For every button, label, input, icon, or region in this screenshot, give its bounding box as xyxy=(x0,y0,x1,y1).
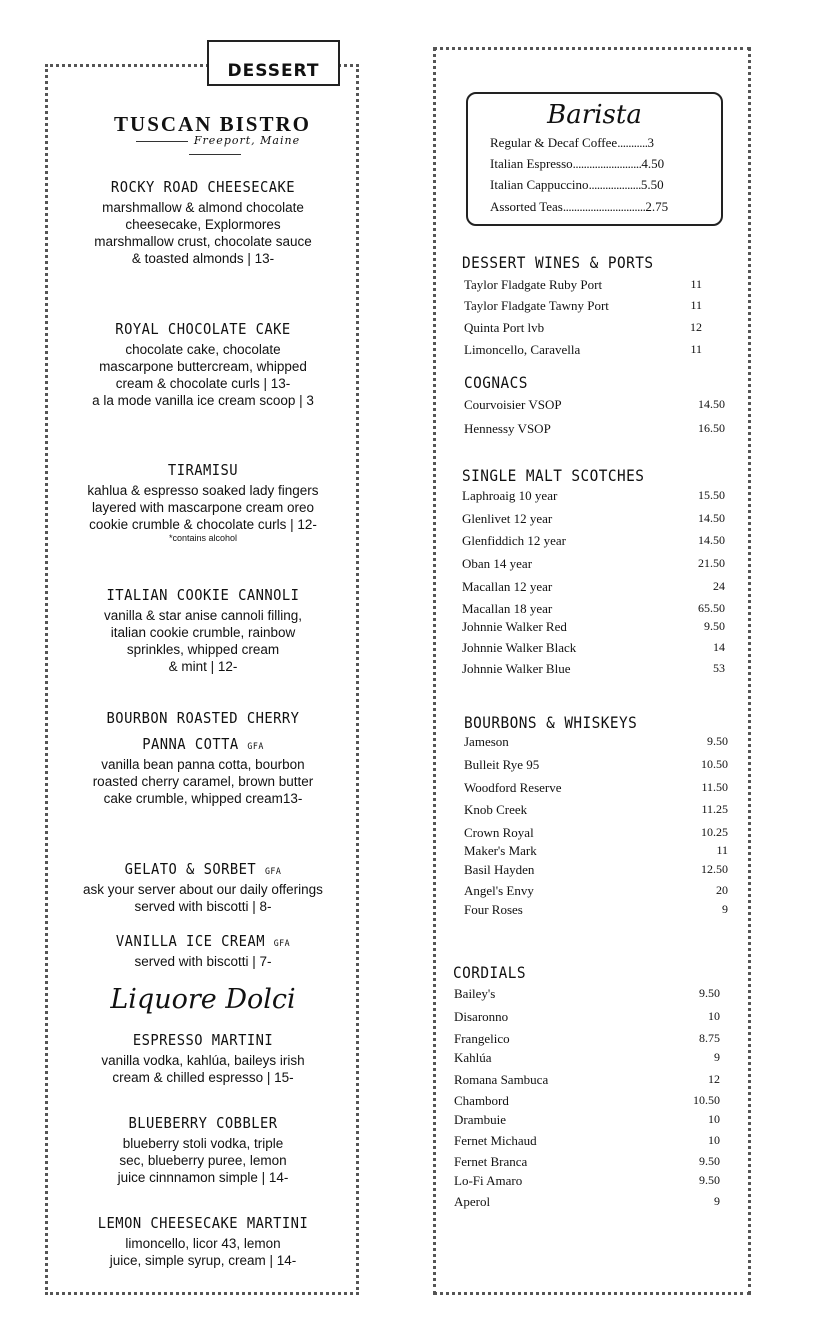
drink-name: Fernet Michaud xyxy=(454,1133,537,1148)
dessert-description: chocolate cake, chocolate mascarpone buttercream, whipped cream & chocolate curls | 13- a la mode vanilla ice cream scoop | 3 xyxy=(92,342,314,408)
drink-price: 14 xyxy=(713,640,725,654)
drink-name: Johnnie Walker Red xyxy=(462,619,567,634)
cocktail-item xyxy=(72,1114,334,1186)
drink-price: 10 xyxy=(708,1009,720,1023)
drink-price: 9.50 xyxy=(704,619,725,633)
drink-price: 21.50 xyxy=(698,556,725,570)
dessert-item xyxy=(72,320,334,409)
drink-name: Johnnie Walker Black xyxy=(462,640,577,655)
drink-price: 9.50 xyxy=(699,1173,720,1187)
dessert-name: ROYAL CHOCOLATE CAKE xyxy=(115,320,291,338)
drink-price: 11 xyxy=(690,342,702,356)
drink-name: Knob Creek xyxy=(464,802,528,817)
liquore-dolci-heading: Liquore Dolci xyxy=(110,984,296,1015)
dessert-description: vanilla bean panna cotta, bourbon roasted cherry caramel, brown butter cake crumble, whipped cream13- xyxy=(92,757,314,806)
dessert-name: TIRAMISU xyxy=(167,461,239,479)
dessert-description: ask your server about our daily offerings served with biscotti | 8- xyxy=(83,882,323,914)
dessert-item xyxy=(72,178,334,267)
drink-price: 9 xyxy=(714,1194,720,1208)
drink-name: Courvoisier VSOP xyxy=(464,397,562,412)
dessert-description: vanilla & star anise cannoli filling, italian cookie crumble, rainbow sprinkles, whipped cream & mint | 12- xyxy=(103,608,303,674)
drink-name: Frangelico xyxy=(454,1031,510,1046)
drink-name: Basil Hayden xyxy=(464,862,535,877)
drink-name: Hennessy VSOP xyxy=(464,421,551,436)
drink-name: Bulleit Rye 95 xyxy=(464,757,540,772)
drink-name: Johnnie Walker Blue xyxy=(462,661,571,676)
barista-title: Barista xyxy=(547,100,642,130)
drink-price: 9.50 xyxy=(699,986,720,1000)
barista-item: Italian Espresso.........................4.50 xyxy=(490,156,665,171)
gfa-tag: GFA xyxy=(247,742,264,752)
drink-name: Drambuie xyxy=(454,1112,506,1127)
drink-name: Woodford Reserve xyxy=(464,780,562,795)
dessert-name: GELATO & SORBET GFA xyxy=(124,860,282,878)
drink-name: Angel's Envy xyxy=(464,883,534,898)
dessert-name: ROCKY ROAD CHEESECAKE xyxy=(110,178,296,196)
cocktail-description: vanilla vodka, kahlúa, baileys irish cream & chilled espresso | 15- xyxy=(101,1053,305,1085)
drink-price: 14.50 xyxy=(698,397,725,411)
drink-price: 10 xyxy=(708,1133,720,1147)
drink-name: Macallan 12 year xyxy=(462,579,553,594)
drink-price: 16.50 xyxy=(698,421,725,435)
drink-price: 14.50 xyxy=(698,533,725,547)
cocktail-name: BLUEBERRY COBBLER xyxy=(128,1114,278,1132)
drink-name: Quinta Port lvb xyxy=(464,320,545,335)
drink-price: 12 xyxy=(690,320,702,334)
drink-name: Aperol xyxy=(454,1194,491,1209)
dessert-item xyxy=(72,709,334,807)
drink-price: 15.50 xyxy=(698,488,725,502)
dessert-item xyxy=(72,932,334,970)
drink-price: 53 xyxy=(713,661,725,675)
dessert-tab-label: DESSERT xyxy=(207,40,340,86)
drink-price: 11.50 xyxy=(701,780,728,794)
drink-price: 20 xyxy=(716,883,728,897)
drink-name: Disaronno xyxy=(454,1009,509,1024)
drink-price: 9.50 xyxy=(707,734,728,748)
drink-price: 9.50 xyxy=(699,1154,720,1168)
drink-name: Macallan 18 year xyxy=(462,601,553,616)
drink-name: Bailey's xyxy=(454,986,496,1001)
drink-name: Four Roses xyxy=(464,902,523,917)
drink-name: Crown Royal xyxy=(464,825,534,840)
barista-item: Assorted Teas..............................2.75 xyxy=(490,199,669,214)
dessert-description: marshmallow & almond chocolate cheesecake, Explormores marshmallow crust, chocolate sauce & toasted almonds | 13- xyxy=(94,200,312,266)
drink-price: 10.50 xyxy=(693,1093,720,1107)
drink-name: Chambord xyxy=(454,1093,509,1108)
dessert-item xyxy=(72,461,334,543)
drink-name: Oban 14 year xyxy=(462,556,533,571)
drink-price: 11.25 xyxy=(701,802,728,816)
section-title: COGNACS xyxy=(464,373,528,392)
drink-name: Kahlúa xyxy=(454,1050,492,1065)
drink-name: Maker's Mark xyxy=(464,843,537,858)
dessert-item xyxy=(72,860,334,915)
dessert-name: VANILLA ICE CREAM GFA xyxy=(115,932,291,950)
section-title: BOURBONS & WHISKEYS xyxy=(464,713,638,732)
drink-name: Laphroaig 10 year xyxy=(462,488,558,503)
drink-name: Taylor Fladgate Tawny Port xyxy=(464,298,609,313)
dessert-description: served with biscotti | 7- xyxy=(134,954,272,969)
alcohol-note: *contains alcohol xyxy=(168,533,238,543)
cocktail-description: blueberry stoli vodka, triple sec, blueberry puree, lemon juice cinnnamon simple | 14- xyxy=(117,1136,289,1185)
drink-price: 10.25 xyxy=(701,825,728,839)
cocktail-item xyxy=(72,1031,334,1086)
drink-price: 9 xyxy=(714,1050,720,1064)
drink-name: Fernet Branca xyxy=(454,1154,528,1169)
dessert-name: PANNA COTTA GFA xyxy=(142,735,264,753)
gfa-tag: GFA xyxy=(273,939,291,949)
drink-name: Lo-Fi Amaro xyxy=(454,1173,523,1188)
cocktail-name: ESPRESSO MARTINI xyxy=(132,1031,274,1049)
section-title: DESSERT WINES & PORTS xyxy=(462,253,654,272)
cocktail-item xyxy=(72,1214,334,1269)
drink-price: 12.50 xyxy=(701,862,728,876)
drink-price: 10 xyxy=(708,1112,720,1126)
drink-price: 8.75 xyxy=(699,1031,720,1045)
drink-price: 10.50 xyxy=(701,757,728,771)
drink-price: 11 xyxy=(690,298,702,312)
drink-price: 65.50 xyxy=(698,601,725,615)
barista-item: Regular & Decaf Coffee...........3 xyxy=(490,135,654,150)
cocktail-description: limoncello, licor 43, lemon juice, simple syrup, cream | 14- xyxy=(109,1236,297,1268)
drink-price: 14.50 xyxy=(698,511,725,525)
drink-price: 9 xyxy=(722,902,728,916)
drink-name: Limoncello, Caravella xyxy=(464,342,581,357)
drink-price: 24 xyxy=(713,579,725,593)
restaurant-name: TUSCAN BISTRO xyxy=(114,112,311,136)
dessert-description: kahlua & espresso soaked lady fingers layered with mascarpone cream oreo cookie crumble & chocolate curls | 12- xyxy=(87,483,319,532)
drink-name: Jameson xyxy=(464,734,509,749)
section-title: SINGLE MALT SCOTCHES xyxy=(462,466,645,485)
gfa-tag: GFA xyxy=(264,867,282,877)
section-title: CORDIALS xyxy=(453,963,526,982)
drink-name: Glenfiddich 12 year xyxy=(462,533,566,548)
restaurant-location: Freeport, Maine xyxy=(105,134,325,160)
dessert-name: ITALIAN COOKIE CANNOLI xyxy=(106,586,300,604)
drink-name: Glenlivet 12 year xyxy=(462,511,553,526)
dessert-item xyxy=(72,586,334,675)
cocktail-name: LEMON CHEESECAKE MARTINI xyxy=(97,1214,309,1232)
drink-name: Romana Sambuca xyxy=(454,1072,549,1087)
drink-price: 12 xyxy=(708,1072,720,1086)
dessert-name-line1: BOURBON ROASTED CHERRY xyxy=(106,709,300,727)
drink-name: Taylor Fladgate Ruby Port xyxy=(464,277,603,292)
drink-price: 11 xyxy=(690,277,702,291)
barista-item: Italian Cappuccino...................5.50 xyxy=(490,177,664,192)
drink-price: 11 xyxy=(716,843,728,857)
